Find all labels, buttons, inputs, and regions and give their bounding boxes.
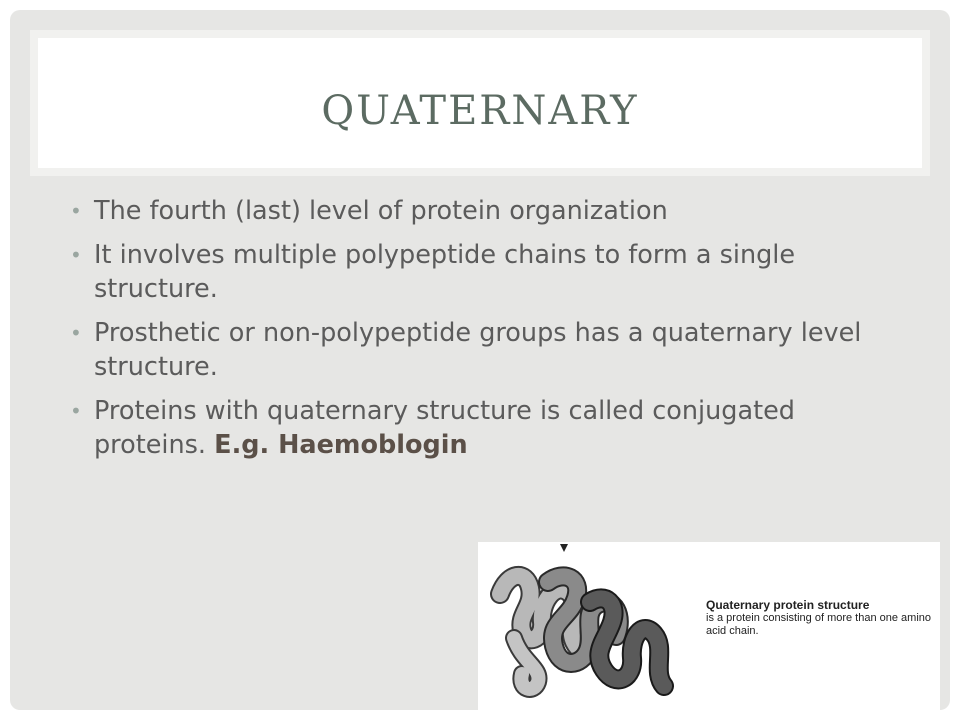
caption-title: Quaternary protein structure: [706, 598, 870, 612]
caption-body: is a protein consisting of more than one amino acid chain.: [706, 612, 932, 637]
bullet-item: [70, 194, 870, 228]
bullet-item: [70, 316, 870, 384]
protein-structure-illustration-icon: [478, 542, 708, 710]
bullet-item: [70, 394, 870, 462]
bullet-text: Prosthetic or non-polypeptide groups has a quaternary level structure.: [94, 318, 862, 382]
figure-caption: [706, 598, 936, 638]
bullet-emphasis: E.g. Haemoblogin: [214, 430, 468, 460]
bullet-text: The fourth (last) level of protein organization: [94, 196, 668, 226]
bullet-list: [70, 194, 870, 472]
bullet-dot-icon: •: [70, 321, 82, 345]
bullet-item: [70, 238, 870, 306]
bullet-dot-icon: •: [70, 199, 82, 223]
title-box: [30, 30, 930, 176]
bullet-dot-icon: •: [70, 243, 82, 267]
protein-figure: [478, 542, 940, 710]
bullet-text: It involves multiple polypeptide chains to form a single structure.: [94, 240, 796, 304]
bullet-text: Proteins with quaternary structure is called conjugated proteins.: [94, 396, 795, 460]
slide: [10, 10, 950, 710]
slide-title: QUATERNARY: [321, 88, 639, 134]
bullet-dot-icon: •: [70, 399, 82, 423]
